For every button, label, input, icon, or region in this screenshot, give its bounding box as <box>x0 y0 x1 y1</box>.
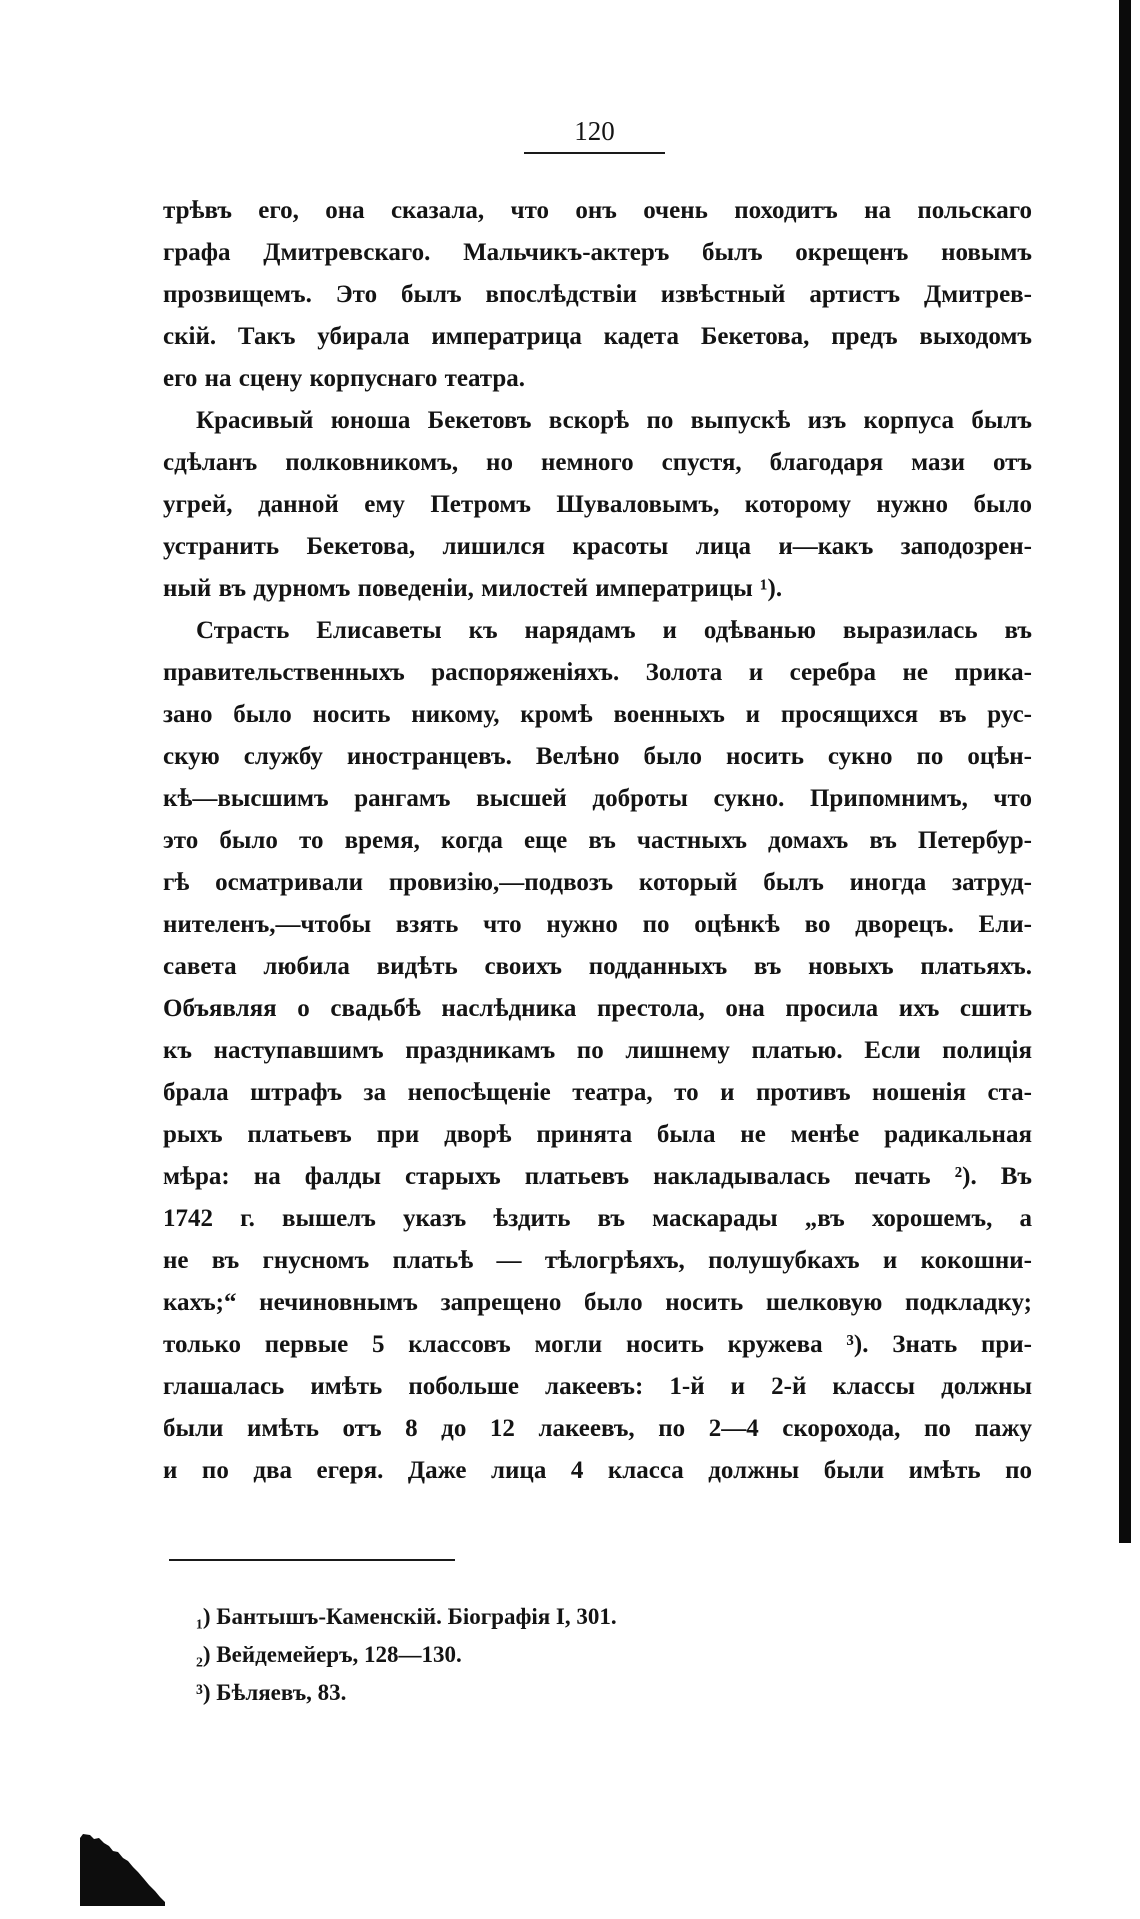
text-line: сдѣланъ полковникомъ, но немного спустя, благодаря мази отъ <box>163 449 1032 476</box>
text-line: зано было носить никому, кромѣ военныхъ и просящихся въ рус- <box>163 701 1032 728</box>
footnotes <box>196 1598 896 1712</box>
body-text <box>163 190 1032 1492</box>
text-line: кѣ—высшимъ рангамъ высшей доброты сукно. Припомнимъ, что <box>163 785 1032 812</box>
text-line: ный въ дурномъ поведеніи, милостей императрицы ¹). <box>163 575 783 602</box>
text-line: угрей, данной ему Петромъ Шуваловымъ, которому нужно было <box>163 491 1032 518</box>
text-line: савета любила видѣть своихъ подданныхъ въ новыхъ платьяхъ. <box>163 953 1032 980</box>
text-line: трѣвъ его, она сказала, что онъ очень походитъ на польскаго <box>163 197 1032 224</box>
text-line: нителенъ,—чтобы взять что нужно по оцѣнкѣ во дворецъ. Ели- <box>163 911 1032 938</box>
text-line: не въ гнусномъ платьѣ — тѣлогрѣяхъ, полушубкахъ и кокошни- <box>163 1247 1032 1274</box>
text-line: и по два егеря. Даже лица 4 класса должны были имѣть по <box>163 1457 1032 1484</box>
text-line: Страсть Елисаветы къ нарядамъ и одѣванью выразилась въ <box>196 617 1032 644</box>
footnote: ³) Бѣляевъ, 83. <box>196 1680 347 1705</box>
text-line: гѣ осматривали провизію,—подвозъ который былъ иногда затруд- <box>163 869 1032 896</box>
text-line: скую службу иностранцевъ. Велѣно было носить сукно по оцѣн- <box>163 743 1032 770</box>
text-line: только первые 5 классовъ могли носить кружева ³). Знать при- <box>163 1331 1032 1358</box>
text-line: къ наступавшимъ праздникамъ по лишнему платью. Если полиція <box>163 1037 1032 1064</box>
scan-edge-shadow <box>1119 0 1131 1543</box>
paragraph <box>163 190 1032 400</box>
text-line: мѣра: на фалды старыхъ платьевъ накладывалась печать ²). Въ <box>163 1163 1032 1190</box>
text-line: это было то время, когда еще въ частныхъ домахъ въ Петербур- <box>163 827 1032 854</box>
text-line: кахъ;“ нечиновнымъ запрещено было носить шелковую подкладку; <box>163 1289 1032 1316</box>
paragraph <box>163 400 1032 610</box>
text-line: Красивый юноша Бекетовъ вскорѣ по выпускѣ изъ корпуса былъ <box>196 407 1032 434</box>
text-line: рыхъ платьевъ при дворѣ принята была не менѣе радикальная <box>163 1121 1032 1148</box>
page-number-rule <box>524 152 665 154</box>
scan-blot <box>80 1834 166 1906</box>
paragraph <box>163 610 1032 1492</box>
text-line: Объявляя о свадьбѣ наслѣдника престола, она просила ихъ сшить <box>163 995 1032 1022</box>
text-line: правительственныхъ распоряженіяхъ. Золота и серебра не прика- <box>163 659 1032 686</box>
text-line: глашалась имѣть побольше лакеевъ: 1-й и 2-й классы должны <box>163 1373 1032 1400</box>
footnote-rule <box>169 1559 455 1561</box>
text-line: брала штрафъ за непосѣщеніе театра, то и противъ ношенія ста- <box>163 1079 1032 1106</box>
text-line: его на сцену корпуснаго театра. <box>163 365 526 392</box>
footnote: ₂) Вейдемейеръ, 128—130. <box>196 1642 462 1667</box>
page-number: 120 <box>574 116 615 146</box>
text-line: устранить Бекетова, лишился красоты лица и—какъ заподозрен- <box>163 533 1032 560</box>
text-line: 1742 г. вышелъ указъ ѣздить въ маскарады „въ хорошемъ, а <box>163 1205 1032 1232</box>
text-line: графа Дмитревскаго. Мальчикъ-актеръ былъ окрещенъ новымъ <box>163 239 1032 266</box>
text-line: были имѣть отъ 8 до 12 лакеевъ, по 2—4 скорохода, по пажу <box>163 1415 1032 1442</box>
text-line: прозвищемъ. Это былъ впослѣдствіи извѣстный артистъ Дмитрев- <box>163 281 1032 308</box>
footnote: ₁) Бантышъ-Каменскій. Біографія I, 301. <box>196 1604 617 1629</box>
text-line: скій. Такъ убирала императрица кадета Бекетова, предъ выходомъ <box>163 323 1032 350</box>
